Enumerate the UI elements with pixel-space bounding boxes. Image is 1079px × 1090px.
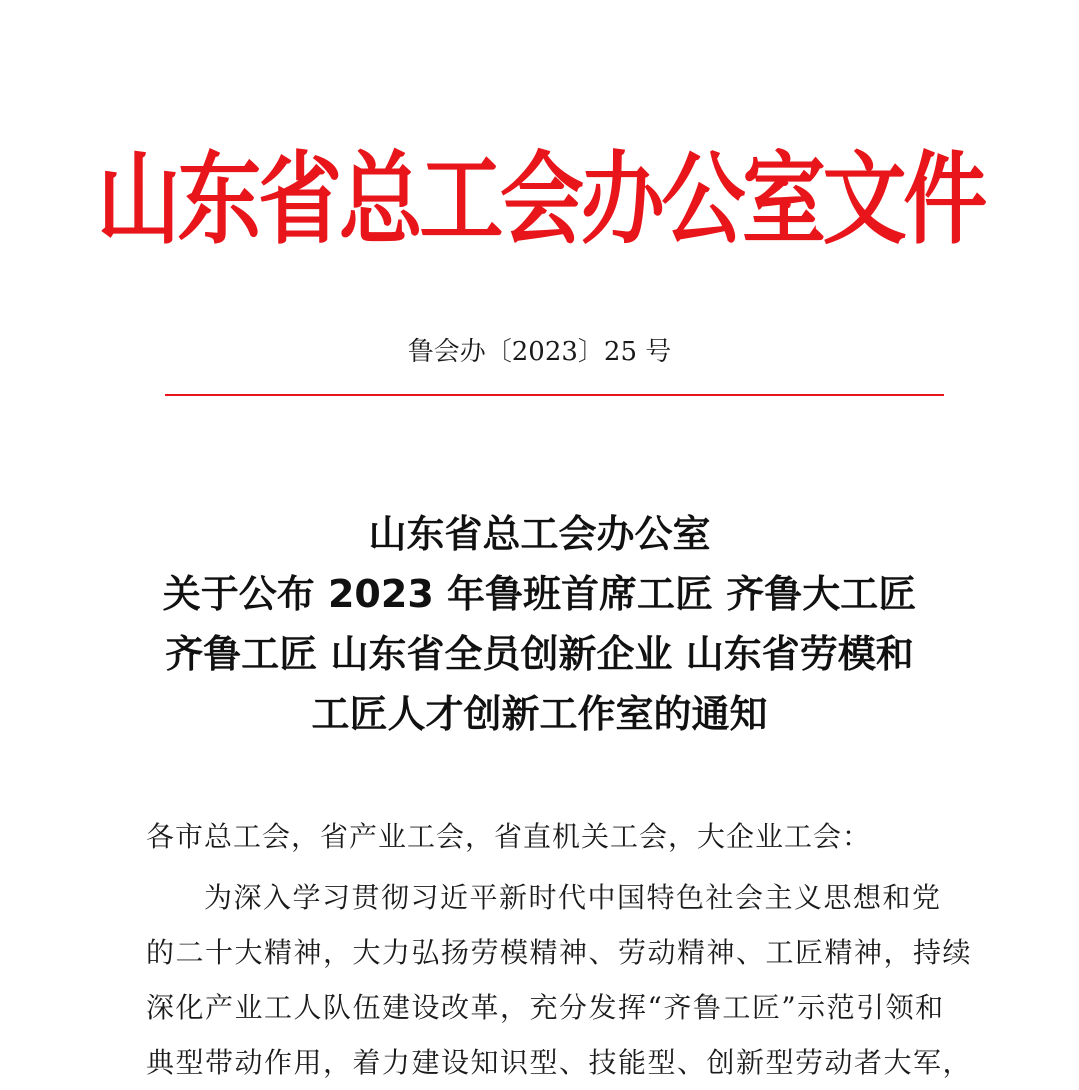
notice-title-line: 山东省总工会办公室: [368, 512, 711, 556]
notice-title-line: 齐鲁工匠 山东省全员创新企业 山东省劳模和: [165, 632, 914, 676]
notice-title-line: 工匠人才创新工作室的通知: [311, 692, 768, 736]
notice-title-line: 关于公布 2023 年鲁班首席工匠 齐鲁大工匠: [162, 572, 917, 616]
body-line: 为深入学习贯彻习近平新时代中国特色社会主义思想和党: [204, 881, 942, 914]
body-line: 典型带动作用，着力建设知识型、技能型、创新型劳动者大军，: [146, 1046, 973, 1079]
salutation: 各市总工会，省产业工会，省直机关工会，大企业工会：: [146, 820, 872, 853]
document-header-title: 山东省总工会办公室文件: [96, 141, 984, 258]
body-line: 的二十大精神，大力弘扬劳模精神、劳动精神、工匠精神，持续: [146, 936, 973, 969]
header-divider: [165, 394, 944, 396]
body-paragraph: [146, 870, 973, 1090]
document-number: 鲁会办〔2023〕25 号: [407, 337, 672, 367]
body-line: 深化产业工人队伍建设改革，充分发挥“齐鲁工匠”示范引领和: [146, 991, 945, 1024]
notice-title: [0, 504, 1079, 744]
